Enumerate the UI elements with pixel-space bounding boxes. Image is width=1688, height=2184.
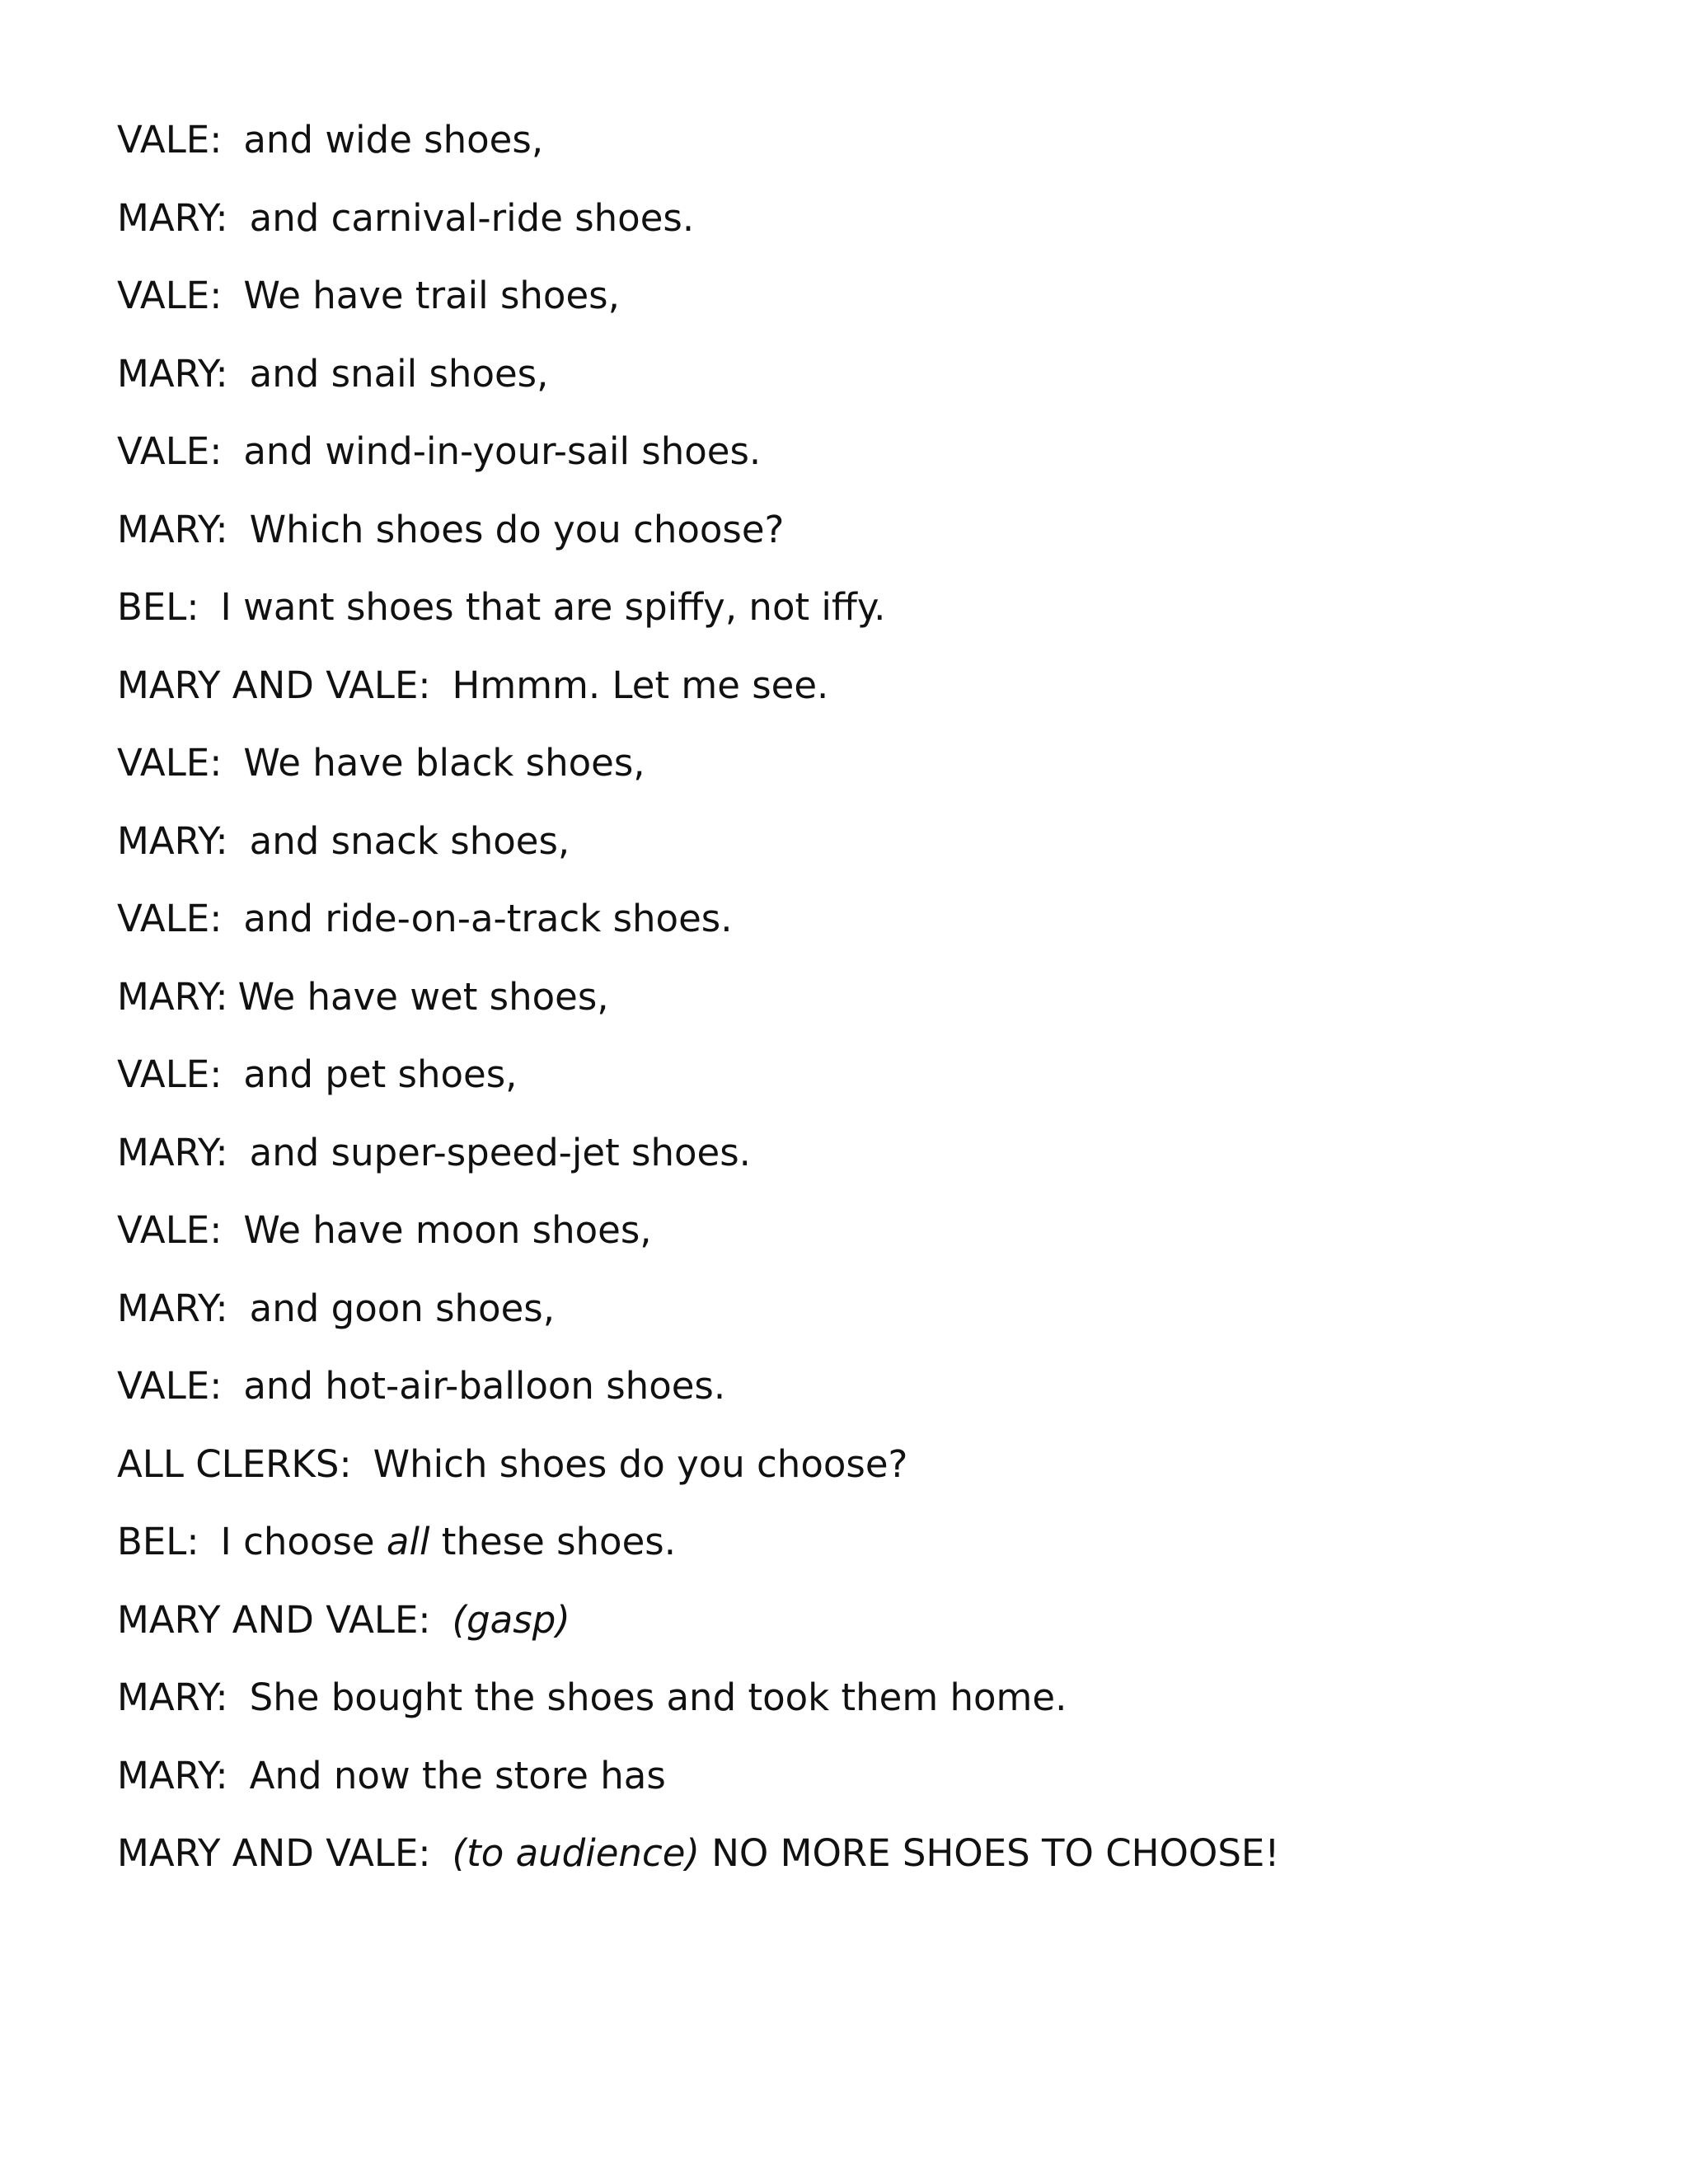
- dialogue-text: We have moon shoes,: [243, 1208, 652, 1252]
- dialogue-text: We have trail shoes,: [243, 274, 620, 317]
- dialogue-text: We have wet shoes,: [237, 974, 609, 1019]
- dialogue-text: and ride-on-a-track shoes.: [243, 897, 733, 940]
- stage-direction: (to audience): [452, 1831, 700, 1875]
- speaker-name: MARY:: [117, 1130, 228, 1174]
- dialogue-line: [117, 1284, 1601, 1362]
- dialogue-line: [117, 1440, 1601, 1518]
- dialogue-line: [117, 1206, 1601, 1284]
- dialogue-line: [117, 661, 1601, 739]
- dialogue-line: [117, 1361, 1601, 1440]
- speaker-name: VALE:: [117, 1052, 223, 1096]
- dialogue-text: Which shoes do you choose?: [373, 1441, 908, 1486]
- dialogue-line: [117, 894, 1601, 972]
- script-dialogue: [117, 115, 1601, 1907]
- speaker-name: MARY:: [117, 195, 228, 240]
- dialogue-text: and pet shoes,: [243, 1052, 518, 1096]
- speaker-name: ALL CLERKS:: [117, 1441, 352, 1486]
- speaker-name: MARY:: [117, 351, 228, 396]
- dialogue-text: and snack shoes,: [249, 818, 570, 863]
- dialogue-text: I choose: [220, 1520, 375, 1563]
- speaker-name: VALE:: [117, 741, 223, 785]
- speaker-name: MARY:: [117, 1286, 228, 1330]
- dialogue-line: [117, 1050, 1601, 1128]
- dialogue-text: Which shoes do you choose?: [249, 507, 785, 551]
- speaker-name: VALE:: [117, 274, 223, 317]
- speaker-name: MARY AND VALE:: [117, 1831, 431, 1875]
- dialogue-line: [117, 972, 1601, 1051]
- speaker-name: VALE:: [117, 118, 223, 162]
- dialogue-text: these shoes.: [441, 1520, 677, 1563]
- speaker-name: BEL:: [117, 1520, 199, 1563]
- dialogue-text: and goon shoes,: [249, 1286, 556, 1330]
- dialogue-line: [117, 1673, 1601, 1751]
- dialogue-text: and wind-in-your-sail shoes.: [243, 429, 762, 473]
- dialogue-line: [117, 505, 1601, 583]
- dialogue-line: [117, 1128, 1601, 1207]
- speaker-name: VALE:: [117, 429, 223, 473]
- dialogue-line: [117, 349, 1601, 428]
- speaker-name: MARY:: [117, 507, 228, 551]
- dialogue-line: [117, 1751, 1601, 1830]
- speaker-name: MARY:: [117, 818, 228, 863]
- emphasis-text: all: [386, 1520, 430, 1563]
- speaker-name: BEL:: [117, 585, 199, 629]
- speaker-name: MARY AND VALE:: [117, 663, 431, 707]
- dialogue-line: [117, 1829, 1601, 1907]
- speaker-name: MARY:: [117, 1675, 228, 1719]
- dialogue-text: and wide shoes,: [243, 118, 544, 162]
- dialogue-line: [117, 583, 1601, 661]
- dialogue-text: She bought the shoes and took them home.: [249, 1675, 1067, 1719]
- dialogue-text: Hmmm. Let me see.: [452, 663, 829, 707]
- speaker-name: VALE:: [117, 1364, 223, 1408]
- dialogue-text: and snail shoes,: [249, 351, 549, 396]
- dialogue-line: [117, 1596, 1601, 1674]
- dialogue-line: [117, 194, 1601, 272]
- dialogue-text: NO MORE SHOES TO CHOOSE!: [711, 1831, 1280, 1875]
- speaker-name: VALE:: [117, 1208, 223, 1252]
- dialogue-text: We have black shoes,: [243, 741, 645, 785]
- stage-direction: (gasp): [452, 1597, 570, 1642]
- dialogue-line: [117, 1517, 1601, 1596]
- speaker-name: MARY AND VALE:: [117, 1597, 431, 1642]
- dialogue-text: and super-speed-jet shoes.: [249, 1130, 751, 1174]
- dialogue-line: [117, 738, 1601, 817]
- dialogue-text: and hot-air-balloon shoes.: [243, 1364, 726, 1408]
- dialogue-line: [117, 115, 1601, 194]
- dialogue-line: [117, 427, 1601, 505]
- dialogue-line: [117, 271, 1601, 349]
- dialogue-text: And now the store has: [249, 1753, 666, 1797]
- dialogue-text: I want shoes that are spiffy, not iffy.: [220, 585, 886, 629]
- speaker-name: VALE:: [117, 897, 223, 940]
- speaker-name: MARY:: [117, 1753, 228, 1797]
- dialogue-line: [117, 817, 1601, 895]
- dialogue-text: and carnival-ride shoes.: [249, 195, 695, 240]
- speaker-name: MARY:: [117, 974, 228, 1019]
